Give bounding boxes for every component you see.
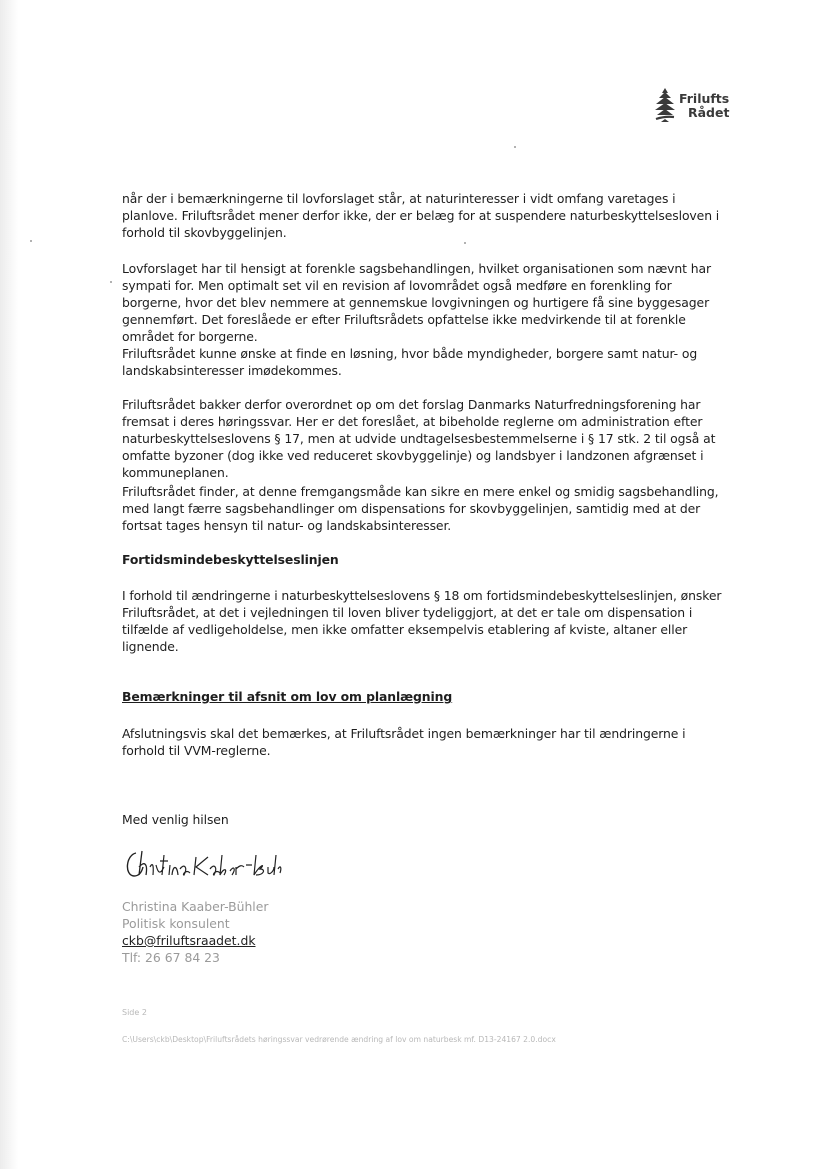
- logo-wordmark: [679, 92, 729, 120]
- cone-leaf-icon: [652, 86, 678, 126]
- page-number: Side 2: [122, 1008, 147, 1017]
- paragraph-3: Friluftsrådet kunne ønske at finde en løsning, hvor både myndigheder, borgere samt natur- og landskabsinteresser imødekommes.: [122, 346, 698, 378]
- scan-speck: [464, 242, 466, 244]
- document-file-path: C:\Users\ckb\Desktop\Friluftsrådets høringssvar vedrørende ændring af lov om naturbesk mf. D13-24167 2.0.docx: [122, 1035, 556, 1044]
- sender-title: Politisk konsulent: [122, 916, 230, 931]
- sender-email-link[interactable]: ckb@friluftsraadet.dk: [122, 933, 256, 948]
- scan-speck: [514, 146, 516, 148]
- handwritten-signature: [122, 845, 282, 885]
- paragraph-6: I forhold til ændringerne i naturbeskyttelseslovens § 18 om fortidsmindebeskyttelseslinjen, ønsker Friluftsrådet, at det i vejledningen til loven bliver tydeliggjort, at det er tale om dispensation i tilfælde af vedligeholdelse, men ikke omfatter eksempelvis etablering af kviste, altaner eller lignende.: [122, 588, 722, 654]
- closing-salutation: Med venlig hilsen: [122, 812, 229, 827]
- sender-name: Christina Kaaber-Bühler: [122, 899, 269, 914]
- logo-name-top: Frilufts: [679, 91, 730, 106]
- paragraph-4: Friluftsrådet bakker derfor overordnet op om det forslag Danmarks Naturfredningsforening har fremsat i deres høringssvar. Her er det foreslået, at bibeholde reglerne om administration efter naturbeskyttelseslovens § 17, men at udvide undtagelsesbestemmelserne i § 17 stk. 2 til også at omfatte byzoner (dog ikke ved reduceret skovbyggelinje) og landsbyer i landzonen afgrænset i kommuneplanen.: [122, 397, 716, 480]
- paragraph-1: når der i bemærkningerne til lovforslaget står, at naturinteresser i vidt omfang varetages i planlove. Friluftsrådet mener derfor ikke, der er belæg for at suspendere naturbeskyttelsesloven i forhold til skovbyggelinjen.: [122, 191, 720, 240]
- section-heading-fortidsminde: Fortidsmindebeskyttelseslinjen: [122, 552, 339, 567]
- paragraph-2: Lovforslaget har til hensigt at forenkle sagsbehandlingen, hvilket organisationen som nævnt har sympati for. Men optimalt set vil en revision af lovområdet også medføre en forenkling for borgerne, hvor det blev nemmere at gennemskue lovgivningen og hurtigere få sine byggesager gennemført. Det foreslåede er efter Friluftsrådets opfattelse ikke medvirkende til at forenkle området for borgerne.: [122, 261, 711, 344]
- friluftsraadet-logo: [652, 86, 762, 130]
- logo-name-bottom: Rådet: [688, 105, 730, 120]
- paragraph-7: Afslutningsvis skal det bemærkes, at Friluftsrådet ingen bemærkninger har til ændringerne i forhold til VVM-reglerne.: [122, 726, 686, 758]
- scan-speck: [30, 240, 32, 242]
- sender-block: [122, 898, 268, 966]
- scan-edge-shadow: [0, 0, 18, 1169]
- scan-speck: [110, 281, 112, 283]
- paragraph-5: Friluftsrådet finder, at denne fremgangsmåde kan sikre en mere enkel og smidig sagsbehandling, med langt færre sagsbehandlinger om dispensations for skovbyggelinjen, samtidig med at der fortsat tages hensyn til natur- og landskabsinteresser.: [122, 484, 719, 533]
- sender-phone: Tlf: 26 67 84 23: [122, 950, 220, 965]
- section-heading-planlaegning: Bemærkninger til afsnit om lov om planlægning: [122, 689, 453, 704]
